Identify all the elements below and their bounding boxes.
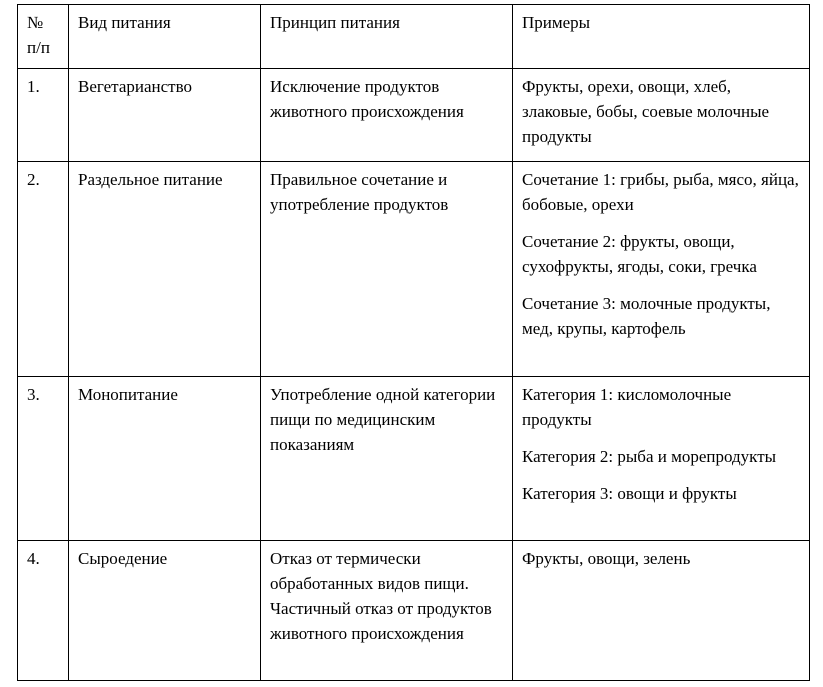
row-principle: Употребление одной категории пищи по медицинским показаниям [261, 377, 513, 541]
example-line: Сочетание 1: грибы, рыба, мясо, яйца, бобовые, орехи [522, 170, 799, 214]
row-examples [513, 541, 810, 681]
row-type: Вегетарианство [69, 69, 261, 162]
example-line: Категория 3: овощи и фрукты [522, 484, 737, 503]
row-type: Раздельное питание [69, 162, 261, 377]
row-principle: Исключение продуктов животного происхождения [261, 69, 513, 162]
row-examples [513, 69, 810, 162]
header-number-symbol: № [27, 13, 44, 32]
row-type: Сыроедение [69, 541, 261, 681]
table-row [18, 377, 810, 541]
row-principle: Правильное сочетание и употребление продуктов [261, 162, 513, 377]
table-row [18, 162, 810, 377]
table-row [18, 541, 810, 681]
header-number-abbr: п/п [27, 38, 50, 57]
header-number [18, 5, 69, 69]
table-header-row [18, 5, 810, 69]
row-examples [513, 377, 810, 541]
header-examples: Примеры [513, 5, 810, 69]
row-type: Монопитание [69, 377, 261, 541]
example-line: Сочетание 2: фрукты, овощи, сухофрукты, ягоды, соки, гречка [522, 232, 757, 276]
example-line: Категория 2: рыба и морепродукты [522, 447, 777, 466]
header-type: Вид питания [69, 5, 261, 69]
header-principle: Принцип питания [261, 5, 513, 69]
example-line: Сочетание 3: молочные продукты, мед, крупы, картофель [522, 294, 771, 338]
row-principle: Отказ от термически обработанных видов пищи. Частичный отказ от продуктов животного происхождения [261, 541, 513, 681]
nutrition-types-table [17, 4, 810, 681]
row-examples [513, 162, 810, 377]
row-number: 3. [18, 377, 69, 541]
example-line: Фрукты, орехи, овощи, хлеб, злаковые, бобы, соевые молочные продукты [522, 77, 770, 146]
row-number: 1. [18, 69, 69, 162]
table-row [18, 69, 810, 162]
example-line: Категория 1: кисломолочные продукты [522, 385, 732, 429]
example-line: Фрукты, овощи, зелень [522, 549, 691, 568]
row-number: 4. [18, 541, 69, 681]
row-number: 2. [18, 162, 69, 377]
